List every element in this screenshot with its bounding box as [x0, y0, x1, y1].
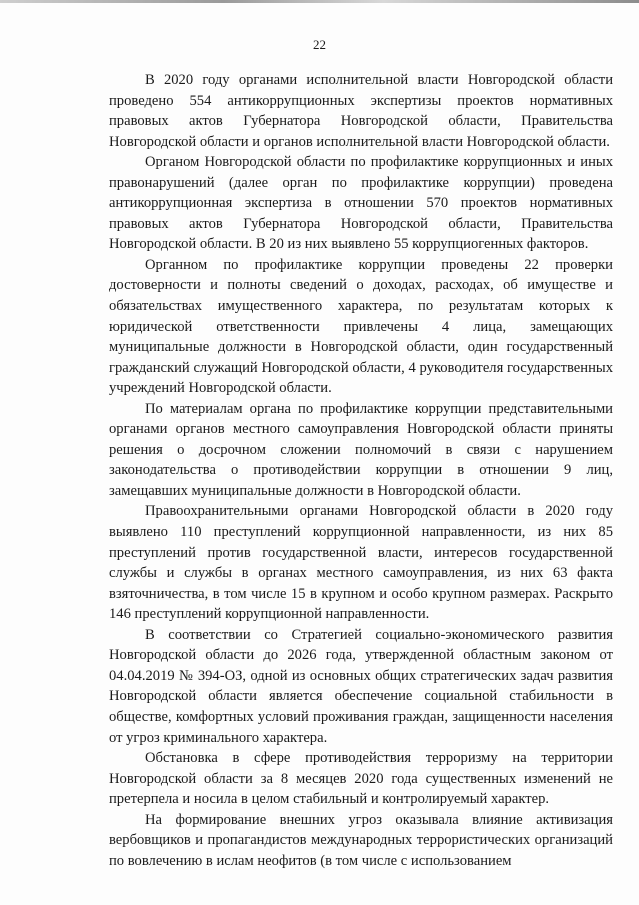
paragraph-counter-terrorism-situation: Обстановка в сфере противодействия терроризму на территории Новгородской области за 8 месяцев 2020 года существенных изменений не претерпела и носила в целом стабильный и контролируемый характер.	[109, 750, 613, 808]
paragraph-development-strategy: В соответствии со Стратегией социально-экономического развития Новгородской области до 2026 года, утвержденной областным законом от 04.04.2019 № 394-ОЗ, одной из основных общих стратегических задач развития Новгородской области является обеспечение социальной стабильности в обществе, комфортных условий проживания граждан, защищенности населения от угроз криминального характера.	[109, 626, 613, 746]
paragraph-early-termination-decisions: По материалам органа по профилактике коррупции представительными органами органов местного самоуправления Новгородской области приняты решения о досрочном сложении полномочий в связи с нарушением законодательства о противодействии коррупции в отношении 9 лиц, замещавших муниципальные должности в Новгородской области.	[109, 400, 613, 499]
document-body	[109, 70, 613, 871]
paragraph-law-enforcement-statistics: Правоохранительными органами Новгородской области в 2020 году выявлено 110 преступлений коррупционной направленности, из них 85 преступлений против государственной власти, интересов государственной службы и службы в органах местного самоуправления, из них 63 факта взяточничества, в том числе 15 в крупном и особо крупном размерах. Раскрыто 146 преступлений коррупционной направленности.	[109, 503, 613, 623]
paragraph-external-threats: На формирование внешних угроз оказывала влияние активизация вербовщиков и пропагандистов международных террористических организаций по вовлечению в ислам неофитов (в том числе с использованием	[109, 811, 613, 869]
page-number: 22	[313, 37, 326, 52]
paragraph-income-declaration-checks: Органном по профилактике коррупции проведены 22 проверки достоверности и полноты сведений о доходах, расходах, об имуществе и обязательствах имущественного характера, по результатам которых к юридической ответственности привлечены 4 лица, замещающих муниципальные должности в Новгородской области, один государственный гражданский служащий Новгородской области, 4 руководителя государственных учреждений Новгородской области.	[109, 256, 613, 397]
paragraph-anticorruption-expertise-prevention-body: Органом Новгородской области по профилактике коррупционных и иных правонарушений (далее орган по профилактике коррупции) проведена антикоррупционная экспертиза в отношении 570 проектов нормативных правовых актов Губернатора Новгородской области, Правительства Новгородской области. В 20 из них выявлено 55 коррупциогенных факторов.	[109, 154, 613, 253]
paragraph-anticorruption-expertise-executive: В 2020 году органами исполнительной власти Новгородской области проведено 554 антикоррупционных экспертизы проектов нормативных правовых актов Губернатора Новгородской области, Правительства Новгородской области и органов исполнительной власти Новгородской области.	[109, 72, 613, 150]
scan-top-edge	[0, 0, 639, 3]
